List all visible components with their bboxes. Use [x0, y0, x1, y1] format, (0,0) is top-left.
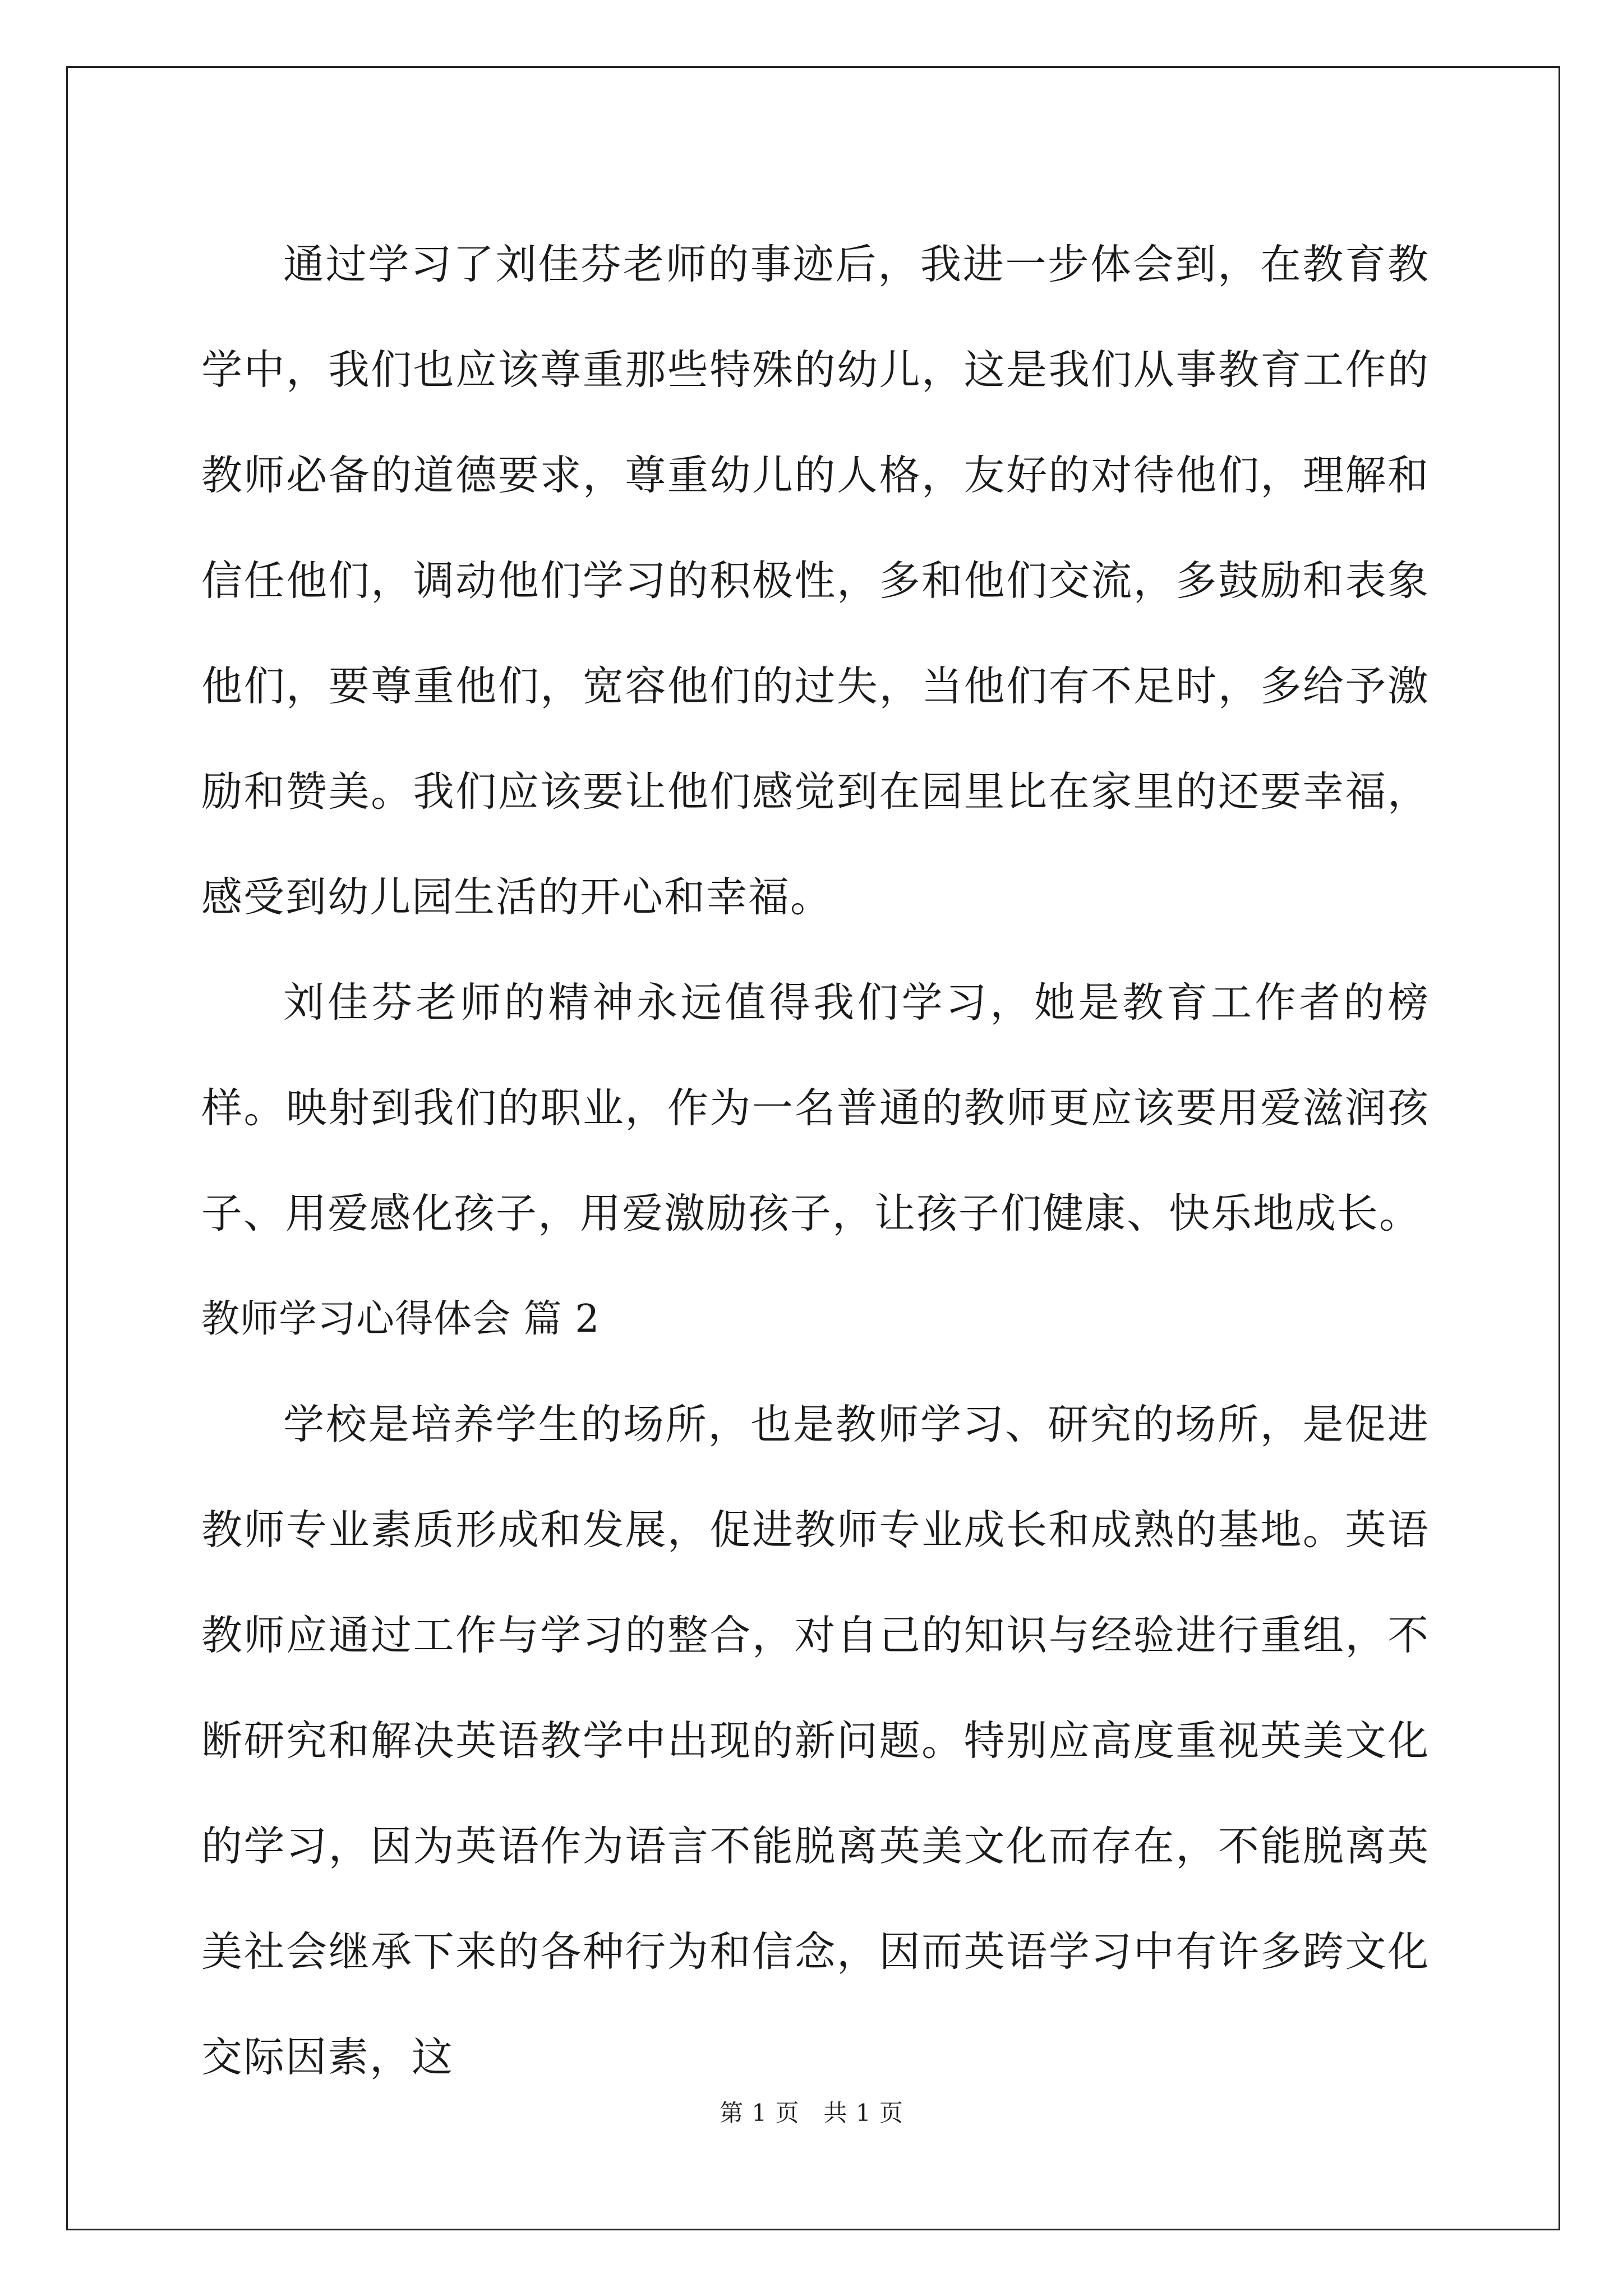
page-footer: 第 1 页 共 1 页 — [720, 2099, 903, 2127]
document-body — [201, 212, 1430, 2110]
section-heading: 教师学习心得体会 篇 2 — [201, 1297, 600, 1341]
paragraph-2: 刘佳芬老师的精神永远值得我们学习，她是教育工作者的榜样。映射到我们的职业，作为一名普通的教师更应该要用爱滋润孩子、用爱感化孩子，用爱激励孩子，让孩子们健康、快乐地成长。 — [201, 979, 1430, 1237]
paragraph-3: 学校是培养学生的场所，也是教师学习、研究的场所，是促进教师专业素质形成和发展，促进教师专业成长和成熟的基地。英语教师应通过工作与学习的整合，对自己的知识与经验进行重组，不断研究和解决英语教学中出现的新问题。特别应高度重视英美文化的学习，因为英语作为语言不能脱离英美文化而存在，不能脱离英美社会继承下来的各种行为和信念，因而英语学习中有许多跨文化交际因素，这 — [201, 1401, 1430, 2081]
paragraph-1: 通过学习了刘佳芬老师的事迹后，我进一步体会到，在教育教学中，我们也应该尊重那些特殊的幼儿，这是我们从事教育工作的教师必备的道德要求，尊重幼儿的人格，友好的对待他们，理解和信任他们，调动他们学习的积极性，多和他们交流，多鼓励和表象他们，要尊重他们，宽容他们的过失，当他们有不足时，多给予激励和赞美。我们应该要让他们感觉到在园里比在家里的还要幸福，感受到幼儿园生活的开心和幸福。 — [201, 241, 1430, 921]
